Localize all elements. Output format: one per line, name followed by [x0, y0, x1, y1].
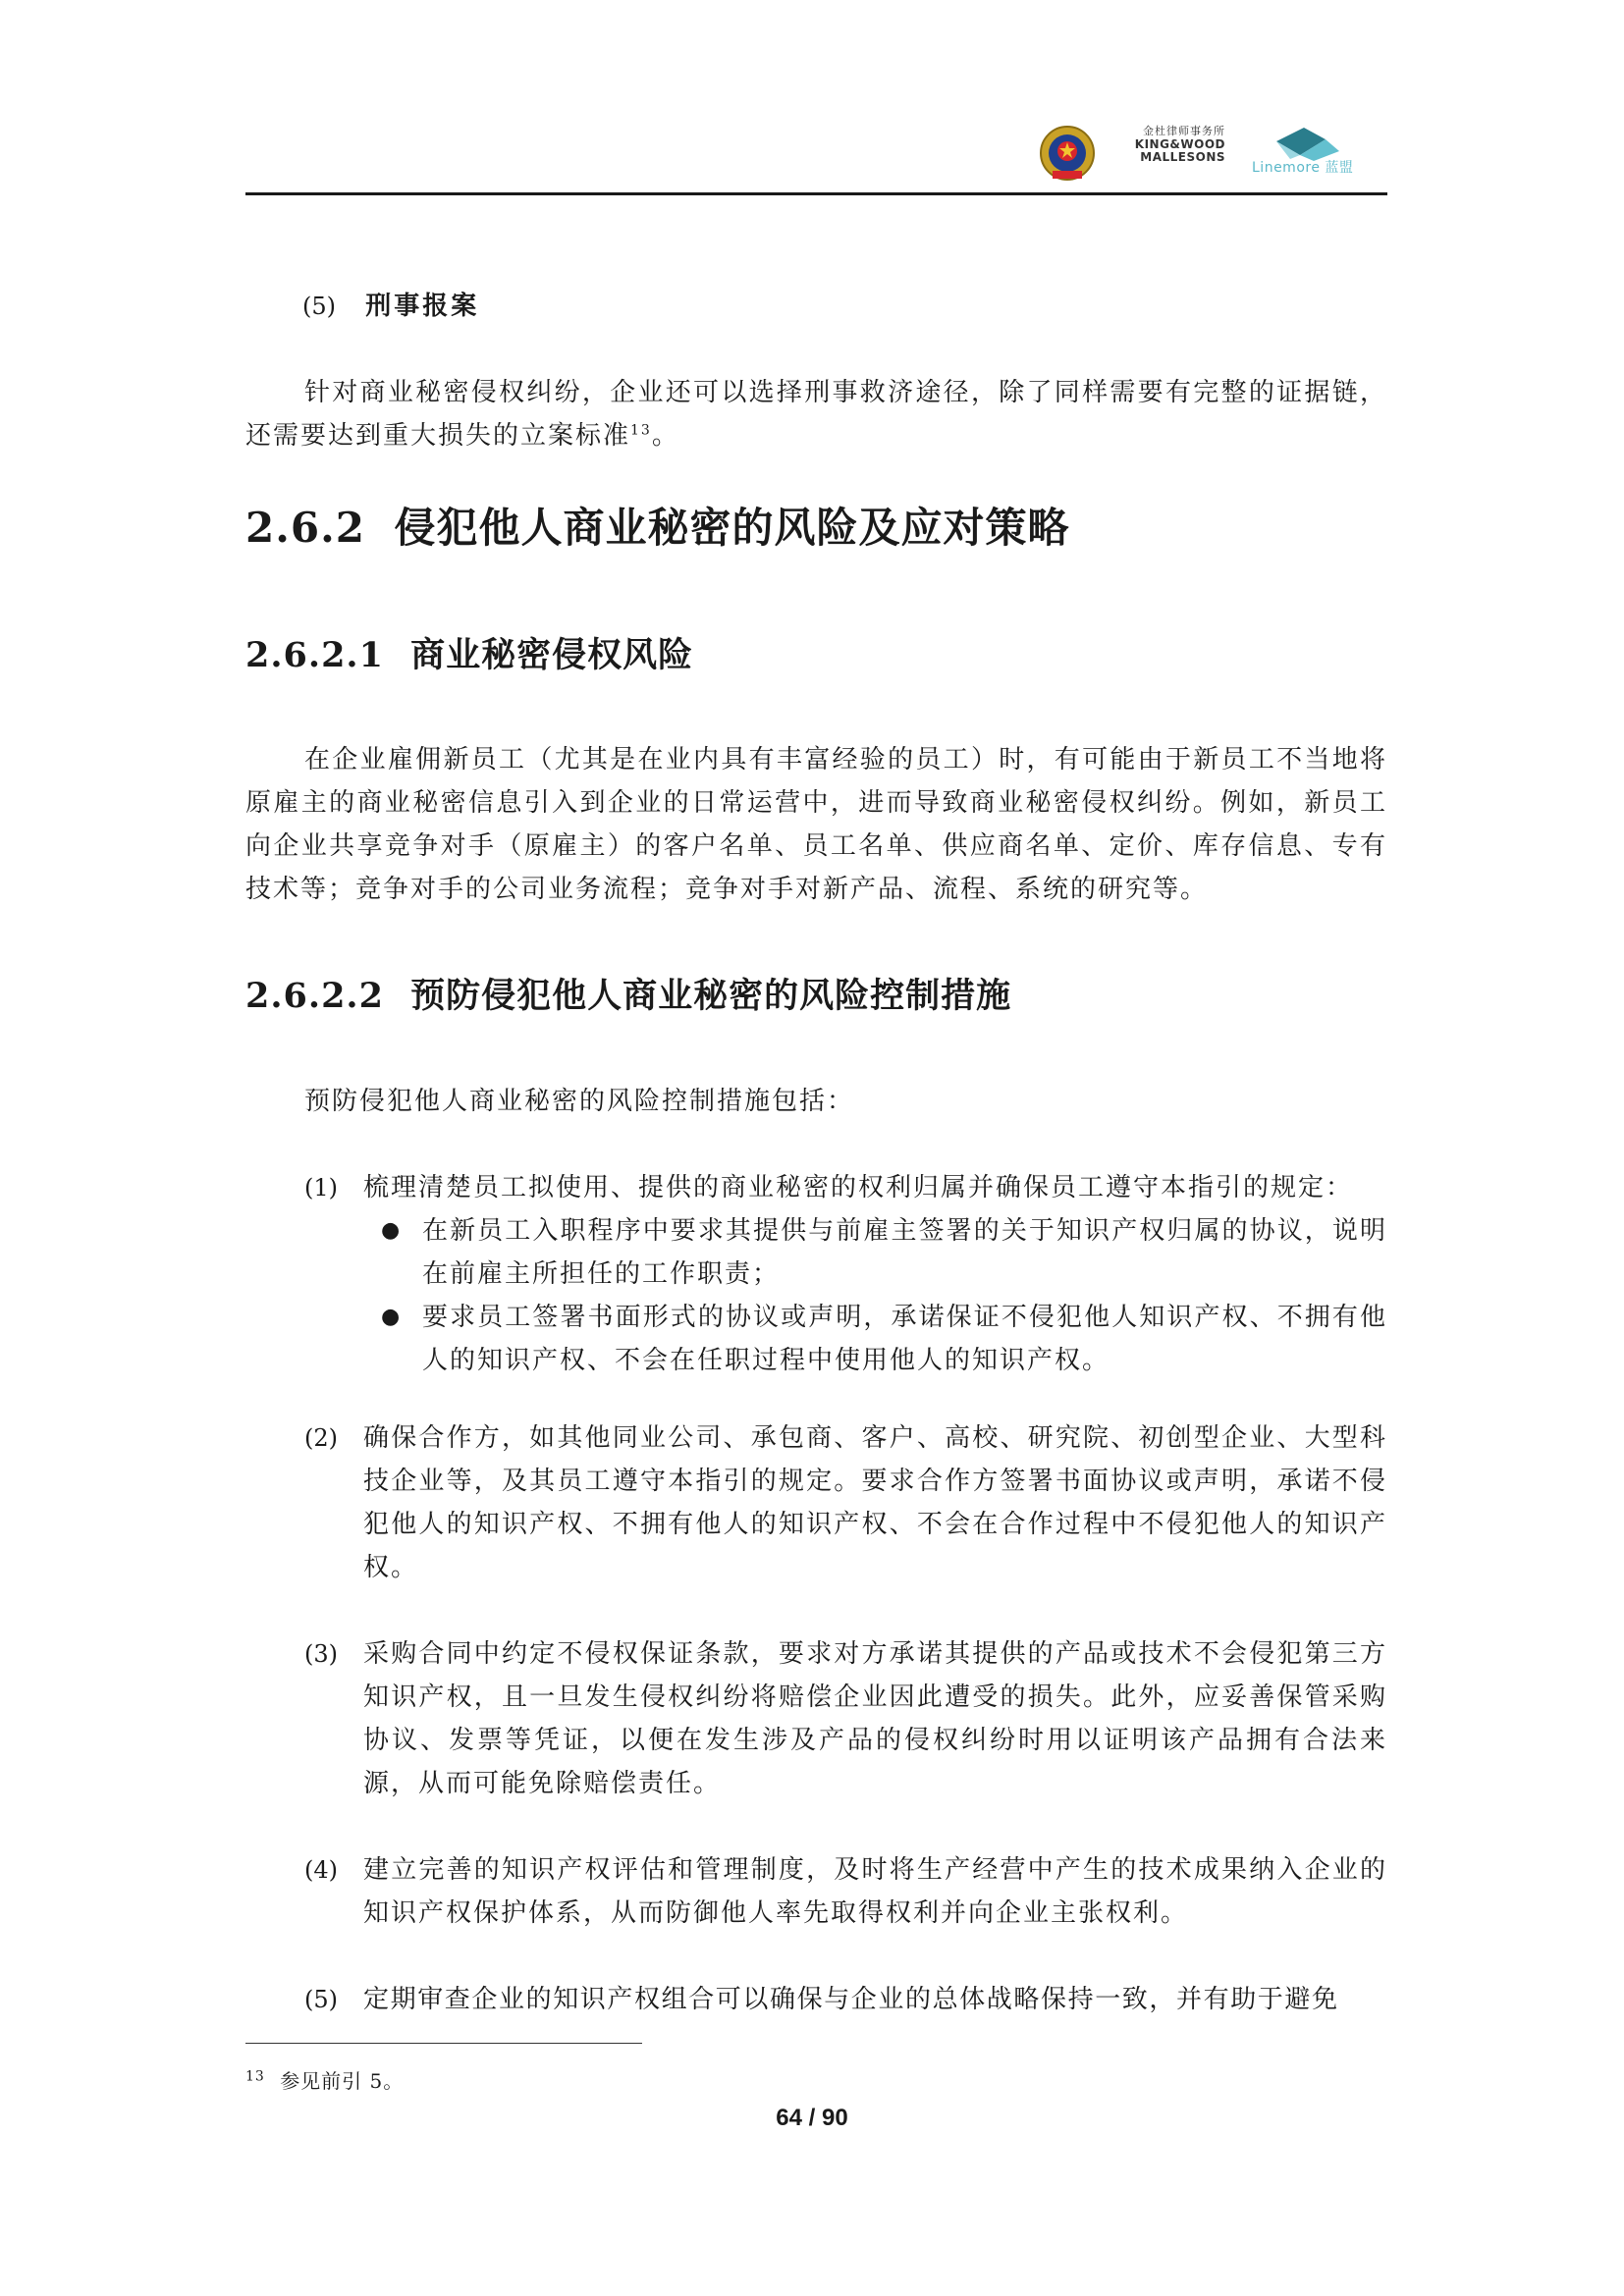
footnote-ref: 13: [630, 422, 652, 439]
page-number: 64 / 90: [776, 2105, 848, 2131]
partner-name: Linemore 蓝盟: [1252, 160, 1354, 176]
firm-logo: [1111, 125, 1225, 164]
footnote-mark: 13: [245, 2068, 265, 2085]
section-number: 2.6.2: [245, 504, 365, 552]
subsection-2-number: 2.6.2.2: [245, 976, 384, 1016]
footnote-text: 参见前引 5。: [280, 2069, 405, 2093]
list-item-text: 确保合作方，如其他同业公司、承包商、客户、高校、研究院、初创型企业、大型科技企业等，及其员工遵守本指引的规定。要求合作方签署书面协议或声明，承诺不侵犯他人的知识产权、不拥有他人的知识产权、不会在合作过程中不侵犯他人的知识产权。: [363, 1423, 1387, 1582]
subsection-2-heading: [245, 972, 1011, 1021]
bullet-text: 要求员工签署书面形式的协议或声明，承诺保证不侵犯他人知识产权、不拥有他人的知识产权、不会在任职过程中使用他人的知识产权。: [422, 1303, 1387, 1375]
list-item-num: (3): [304, 1640, 338, 1668]
list-item-num: (1): [304, 1174, 338, 1201]
header-rule: [245, 192, 1387, 195]
list-item-num: (2): [304, 1424, 338, 1452]
criminal-heading: [302, 285, 479, 328]
bullet-icon: ●: [381, 1218, 401, 1243]
subsection-2-intro: 预防侵犯他人商业秘密的风险控制措施包括：: [304, 1087, 855, 1116]
subsection-1-title: 商业秘密侵权风险: [410, 635, 694, 675]
subsection-2-title: 预防侵犯他人商业秘密的风险控制措施: [410, 976, 1012, 1016]
section-heading: [245, 499, 1070, 558]
list-item-num: (5): [304, 1986, 338, 2013]
firm-name-cn: 金杜律师事务所: [1143, 125, 1225, 137]
criminal-title: 刑事报案: [365, 292, 480, 321]
subsection-1-paragraph: 在企业雇佣新员工（尤其是在业内具有丰富经验的员工）时，有可能由于新员工不当地将原雇主的商业秘密信息引入到企业的日常运营中，进而导致商业秘密侵权纠纷。例如，新员工向企业共享竞争对手（原雇主）的客户名单、员工名单、供应商名单、定价、库存信息、专有技术等；竞争对手的公司业务流程；竞争对手对新产品、流程、系统的研究等。: [245, 745, 1387, 904]
list-item-text: 采购合同中约定不侵权保证条款，要求对方承诺其提供的产品或技术不会侵犯第三方知识产权，且一旦发生侵权纠纷将赔偿企业因此遭受的损失。此外，应妥善保管采购协议、发票等凭证，以便在发生涉及产品的侵权纠纷时用以证明该产品拥有合法来源，从而可能免除赔偿责任。: [363, 1639, 1387, 1798]
footnote: [245, 2066, 404, 2096]
criminal-paragraph: [245, 371, 1387, 457]
bullet-text: 在新员工入职程序中要求其提供与前雇主签署的关于知识产权归属的协议，说明在前雇主所担任的工作职责；: [422, 1216, 1387, 1289]
subsection-1-number: 2.6.2.1: [245, 635, 384, 675]
list-item-text: 定期审查企业的知识产权组合可以确保与企业的总体战略保持一致，并有助于避免: [363, 1985, 1339, 2014]
subsection-1-heading: [245, 631, 693, 680]
list-item-num: (4): [304, 1856, 338, 1884]
bullet-icon: ●: [381, 1305, 401, 1329]
list-item-text: 建立完善的知识产权评估和管理制度，及时将生产经营中产生的技术成果纳入企业的知识产权保护体系，从而防御他人率先取得权利并向企业主张权利。: [363, 1855, 1387, 1928]
police-emblem-icon: [1039, 124, 1096, 185]
firm-name-en-line1: KING&WOOD: [1134, 137, 1225, 151]
section-title: 侵犯他人商业秘密的风险及应对策略: [394, 504, 1070, 552]
criminal-num: (5): [302, 293, 336, 320]
criminal-para-end: 。: [651, 421, 679, 451]
list-item-text: 梳理清楚员工拟使用、提供的商业秘密的权利归属并确保员工遵守本指引的规定：: [363, 1173, 1354, 1202]
footnote-rule: [245, 2043, 642, 2044]
firm-name-en-line2: MALLESONS: [1140, 150, 1225, 164]
list-item: [304, 1166, 1387, 1382]
criminal-para-text: 针对商业秘密侵权纠纷，企业还可以选择刑事救济途径，除了同样需要有完整的证据链，还需要达到重大损失的立案标准: [245, 378, 1387, 451]
